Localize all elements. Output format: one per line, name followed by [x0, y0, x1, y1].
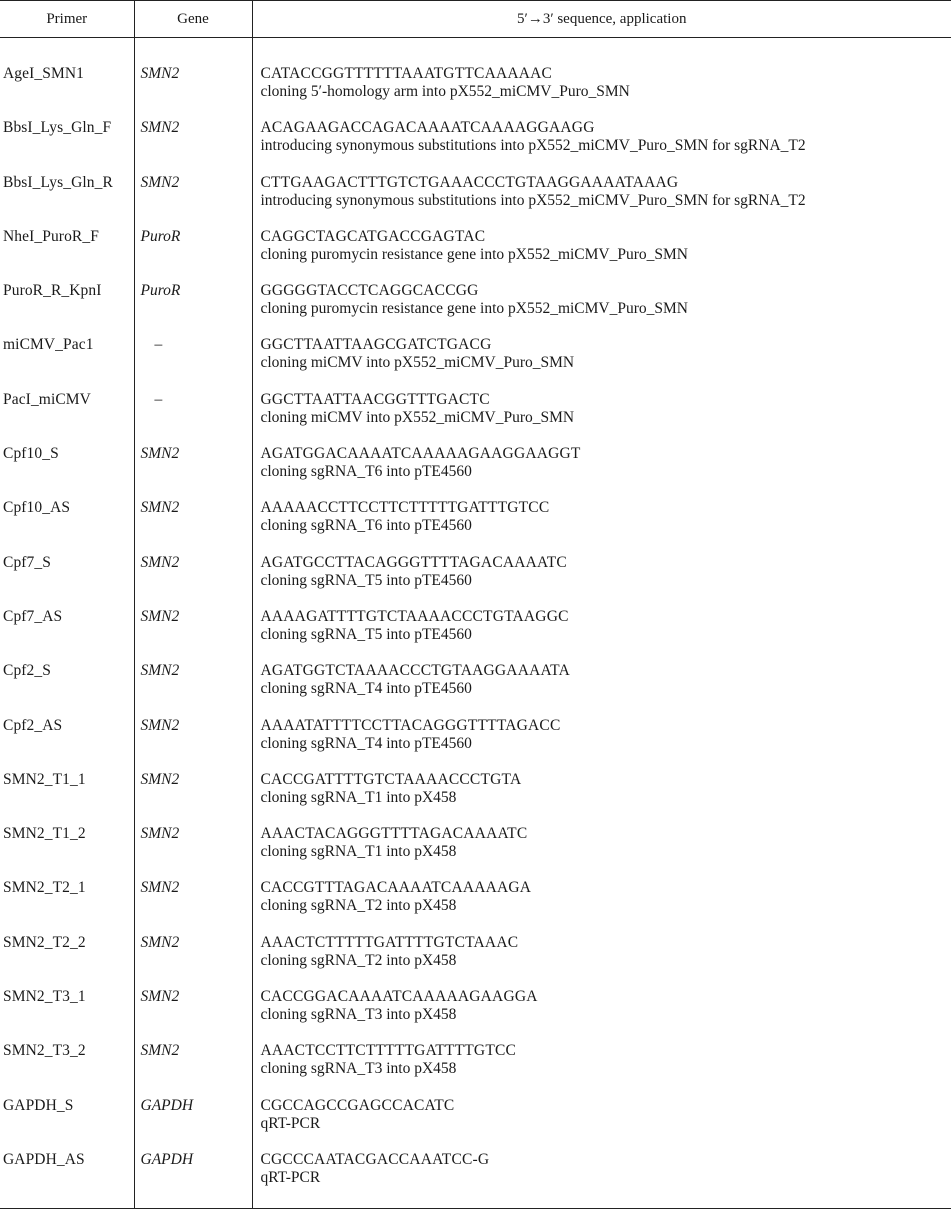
table-row	[0, 445, 951, 499]
primer-sequence: AGATGGTCTAAAACCCTGTAAGGAAAATA	[260, 662, 570, 680]
primer-application: cloning sgRNA_T3 into pX458	[260, 1006, 457, 1024]
primer-application: cloning miCMV into pX552_miCMV_Puro_SMN	[260, 408, 575, 426]
primer-application: cloning sgRNA_T5 into pTE4560	[260, 571, 472, 589]
primer-sequence: CGCCAGCCGAGCCACATC	[260, 1096, 455, 1114]
gene-name: SMN2	[134, 554, 252, 608]
primer-application: cloning sgRNA_T3 into pX458	[260, 1060, 457, 1078]
primer-sequence: CATACCGGTTTTTTAAATGTTCAAAAAC	[260, 65, 553, 82]
primer-sequence: ACAGAAGACCAGACAAAATCAAAAGGAAGG	[260, 119, 595, 137]
gene-name: SMN2	[134, 879, 252, 933]
gene-name: SMN2	[134, 38, 252, 120]
primer-name: miCMV_Pac1	[0, 336, 134, 390]
table-row	[0, 228, 951, 282]
table-row	[0, 391, 951, 445]
primer-application: cloning puromycin resistance gene into pX552_miCMV_Puro_SMN	[260, 245, 688, 263]
primer-application: cloning sgRNA_T2 into pX458	[260, 897, 457, 915]
sequence-cell	[252, 662, 951, 716]
primer-sequence: CAGGCTAGCATGACCGAGTAC	[260, 227, 486, 245]
header-sequence: 5′→3′ sequence, application	[252, 1, 951, 38]
sequence-cell	[252, 717, 951, 771]
primer-sequence: AAACTCCTTCTTTTTGATTTTGTCC	[260, 1042, 517, 1060]
table-body	[0, 38, 951, 1209]
gene-name: SMN2	[134, 934, 252, 988]
primer-application: cloning sgRNA_T4 into pTE4560	[260, 734, 472, 752]
primer-name: BbsI_Lys_Gln_R	[0, 174, 134, 228]
table-row	[0, 988, 951, 1042]
gene-name: SMN2	[134, 717, 252, 771]
table-row	[0, 554, 951, 608]
sequence-cell	[252, 499, 951, 553]
primer-sequence: AAAAGATTTTGTCTAAAACCCTGTAAGGC	[260, 607, 569, 625]
primer-name: GAPDH_AS	[0, 1151, 134, 1209]
gene-name: SMN2	[134, 771, 252, 825]
primer-application: cloning sgRNA_T6 into pTE4560	[260, 517, 472, 535]
gene-name: SMN2	[134, 608, 252, 662]
sequence-cell	[252, 825, 951, 879]
primer-name: Cpf2_AS	[0, 717, 134, 771]
primer-application: cloning sgRNA_T2 into pX458	[260, 951, 457, 969]
primer-application: qRT-PCR	[260, 1114, 321, 1132]
primer-name: SMN2_T3_2	[0, 1042, 134, 1096]
primer-application: introducing synonymous substitutions into pX552_miCMV_Puro_SMN for sgRNA_T2	[260, 191, 806, 209]
table-row	[0, 38, 951, 120]
sequence-cell	[252, 608, 951, 662]
table-row	[0, 771, 951, 825]
primer-sequence: GGGGGTACCTCAGGCACCGG	[260, 282, 479, 300]
primer-name: GAPDH_S	[0, 1097, 134, 1151]
primer-sequence: AAACTACAGGGTTTTAGACAAAATC	[260, 825, 528, 843]
header-primer: Primer	[0, 1, 134, 38]
table-row	[0, 119, 951, 173]
primer-application: introducing synonymous substitutions into pX552_miCMV_Puro_SMN for sgRNA_T2	[260, 137, 806, 155]
gene-name: SMN2	[134, 499, 252, 553]
table-row	[0, 1151, 951, 1209]
primer-name: BbsI_Lys_Gln_F	[0, 119, 134, 173]
primer-application: cloning miCMV into pX552_miCMV_Puro_SMN	[260, 354, 575, 372]
table-row	[0, 282, 951, 336]
gene-name: SMN2	[134, 174, 252, 228]
primer-name: Cpf2_S	[0, 662, 134, 716]
primer-name: PacI_miCMV	[0, 391, 134, 445]
gene-name: PuroR	[134, 228, 252, 282]
table-row	[0, 499, 951, 553]
primer-name: SMN2_T1_2	[0, 825, 134, 879]
table-row	[0, 662, 951, 716]
header-gene: Gene	[134, 1, 252, 38]
gene-name: SMN2	[134, 988, 252, 1042]
sequence-cell	[252, 934, 951, 988]
primer-sequence: AGATGCCTTACAGGGTTTTAGACAAAATC	[260, 553, 567, 571]
gene-name: SMN2	[134, 662, 252, 716]
table-row	[0, 879, 951, 933]
sequence-cell	[252, 282, 951, 336]
primer-sequence: GGCTTAATTAACGGTTTGACTC	[260, 390, 490, 408]
primer-name: Cpf7_AS	[0, 608, 134, 662]
table-row	[0, 1097, 951, 1151]
table-row	[0, 717, 951, 771]
primer-sequence: CGCCCAATACGACCAAATCC-G	[260, 1150, 490, 1168]
sequence-cell	[252, 174, 951, 228]
gene-name: SMN2	[134, 119, 252, 173]
primer-application: cloning sgRNA_T1 into pX458	[260, 843, 457, 861]
primer-application: qRT-PCR	[260, 1168, 321, 1186]
sequence-cell	[252, 1042, 951, 1096]
gene-name: SMN2	[134, 825, 252, 879]
primer-application: cloning sgRNA_T6 into pTE4560	[260, 463, 472, 481]
table-row	[0, 934, 951, 988]
gene-name: PuroR	[134, 282, 252, 336]
gene-name: –	[134, 391, 252, 445]
gene-name: SMN2	[134, 1042, 252, 1096]
sequence-cell	[252, 771, 951, 825]
primer-name: NheI_PuroR_F	[0, 228, 134, 282]
primer-application: cloning sgRNA_T4 into pTE4560	[260, 680, 472, 698]
primer-application: cloning 5′-homology arm into pX552_miCMV_Puro_SMN	[260, 83, 630, 100]
table-header	[0, 1, 951, 38]
primer-sequence: AAAAACCTTCCTTCTTTTTGATTTGTCC	[260, 499, 550, 517]
primer-application: cloning sgRNA_T5 into pTE4560	[260, 625, 472, 643]
primer-sequence: GGCTTAATTAAGCGATCTGACG	[260, 336, 492, 354]
primer-name: SMN2_T1_1	[0, 771, 134, 825]
sequence-cell	[252, 445, 951, 499]
sequence-cell	[252, 988, 951, 1042]
gene-name: –	[134, 336, 252, 390]
sequence-cell	[252, 1151, 951, 1209]
table-row	[0, 174, 951, 228]
primer-sequence: AGATGGACAAAATCAAAAAGAAGGAAGGT	[260, 445, 581, 463]
primer-name: Cpf10_S	[0, 445, 134, 499]
primer-name: PuroR_R_KpnI	[0, 282, 134, 336]
primer-application: cloning sgRNA_T1 into pX458	[260, 788, 457, 806]
sequence-cell	[252, 336, 951, 390]
primer-sequence: CACCGATTTTGTCTAAAACCCTGTA	[260, 770, 522, 788]
gene-name: GAPDH	[134, 1151, 252, 1209]
sequence-cell	[252, 391, 951, 445]
gene-name: SMN2	[134, 445, 252, 499]
primer-application: cloning puromycin resistance gene into pX552_miCMV_Puro_SMN	[260, 300, 688, 318]
sequence-cell	[252, 119, 951, 173]
primer-sequence: CTTGAAGACTTTGTCTGAAACCCTGTAAGGAAAATAAAG	[260, 173, 679, 191]
primer-sequence: AAACTCTTTTTGATTTTGTCTAAAC	[260, 933, 519, 951]
primer-sequence: CACCGTTTAGACAAAATCAAAAAGA	[260, 879, 532, 897]
primer-name: SMN2_T3_1	[0, 988, 134, 1042]
primer-sequence: CACCGGACAAAATCAAAAAGAAGGA	[260, 988, 538, 1006]
sequence-cell	[252, 1097, 951, 1151]
table-row	[0, 1042, 951, 1096]
primer-name: Cpf10_AS	[0, 499, 134, 553]
primer-name: SMN2_T2_1	[0, 879, 134, 933]
sequence-cell	[252, 554, 951, 608]
table-row	[0, 608, 951, 662]
sequence-cell	[252, 38, 951, 120]
table-row	[0, 336, 951, 390]
gene-name: GAPDH	[134, 1097, 252, 1151]
primer-name: Cpf7_S	[0, 554, 134, 608]
sequence-cell	[252, 879, 951, 933]
primer-name: AgeI_SMN1	[0, 38, 134, 120]
table-row	[0, 825, 951, 879]
primer-name: SMN2_T2_2	[0, 934, 134, 988]
sequence-cell	[252, 228, 951, 282]
primer-sequence: AAAATATTTTCCTTACAGGGTTTTAGACC	[260, 716, 561, 734]
